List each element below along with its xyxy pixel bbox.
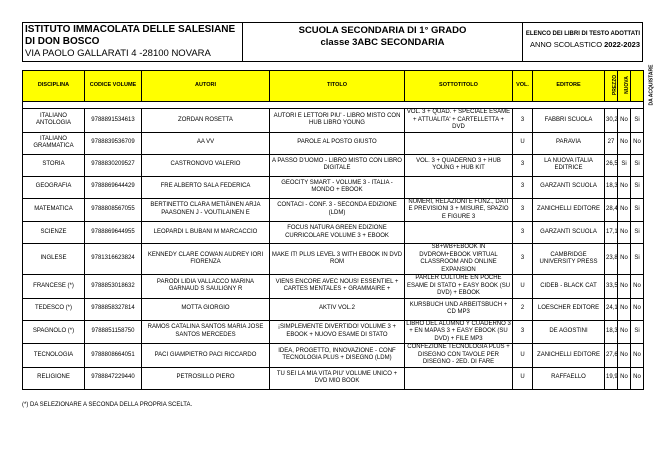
cell-autori: PETROSILLO PIERO <box>142 367 270 389</box>
col-acquistare-label: DA ACQUISTARE <box>648 64 655 106</box>
cell-titolo: TU SEI LA MIA VITA PIU' VOLUME UNICO + DVD MIO BOOK <box>270 367 405 389</box>
table-row <box>23 320 644 344</box>
cell-disciplina: INGLESE <box>23 244 85 275</box>
table-row <box>23 344 644 368</box>
cell-prezzo: 18,3 <box>605 320 618 344</box>
cell-sottotitolo: KURSBUCH UND ARBEITSBUCH + CD MP3 <box>405 298 513 320</box>
table-row <box>23 109 644 133</box>
table-row <box>23 275 644 299</box>
cell-autori: ZORDAN ROSETTA <box>142 109 270 133</box>
cell-titolo: ¡SIMPLEMENTE DIVERTIDO! VOLUME 3 + EBOOK + NUOVO ESAME DI STATO <box>270 320 405 344</box>
cell-sottotitolo: PARLER CULTURE EN POCHE ESAME DI STATO + EASY BOOK (SU DVD) + EBOOK <box>405 275 513 299</box>
cell-titolo: A PASSO D'UOMO - LIBRO MISTO CON LIBRO DIGITALE <box>270 154 405 176</box>
cell-autori: MOTTA GIORGIO <box>142 298 270 320</box>
cell-sottotitolo: NUMERI, RELAZIONI E FUNZ., DATI E PREVISIONI 3 + MISURE, SPAZIO E FIGURE 3 <box>405 198 513 222</box>
cell-disciplina: ITALIANO GRAMMATICA <box>23 132 85 154</box>
cell-acquistare: No <box>631 298 644 320</box>
col-nuova-label: NUOVA <box>623 76 630 95</box>
cell-sottotitolo: VOL. 3 + QUADERNO 3 + HUB YOUNG + HUB KIT <box>405 154 513 176</box>
cell-prezzo: 19,9 <box>605 367 618 389</box>
cell-disciplina: MATEMATICA <box>23 198 85 222</box>
cell-sottotitolo <box>405 222 513 244</box>
cell-editore: GARZANTI SCUOLA <box>533 176 605 198</box>
cell-titolo: AUTORI E LETTORI PIU' - LIBRO MISTO CON HUB LIBRO YOUNG <box>270 109 405 133</box>
cell-nuova: No <box>618 176 631 198</box>
table-row <box>23 298 644 320</box>
cell-acquistare: No <box>631 132 644 154</box>
cell-editore: ZANICHELLI EDITORE <box>533 198 605 222</box>
cell-autori: LEOPARDI L BUBANI M MARCACCIO <box>142 222 270 244</box>
cell-prezzo: 27 <box>605 132 618 154</box>
cell-autori: PARODI LIDIA VALLACCO MARINA GARNAUD S SAULIGNY R <box>142 275 270 299</box>
cell-disciplina: STORIA <box>23 154 85 176</box>
cell-prezzo: 24,1 <box>605 298 618 320</box>
cell-editore: RAFFAELLO <box>533 367 605 389</box>
table-row <box>23 367 644 389</box>
col-sottotitolo: SOTTOTITOLO <box>405 71 513 102</box>
document-header <box>22 22 643 62</box>
school-address: VIA PAOLO GALLARATI 4 -28100 NOVARA <box>25 48 211 59</box>
list-title: ELENCO DEI LIBRI DI TESTO ADOTTATI <box>525 31 640 37</box>
cell-acquistare: No <box>631 367 644 389</box>
cell-acquistare: Si <box>631 154 644 176</box>
cell-acquistare: Si <box>631 222 644 244</box>
cell-editore: LA NUOVA ITALIA EDITRICE <box>533 154 605 176</box>
cell-vol: U <box>513 132 533 154</box>
cell-vol: 3 <box>513 222 533 244</box>
cell-acquistare: Si <box>631 198 644 222</box>
cell-codice: 9781316623824 <box>85 244 142 275</box>
school-year <box>525 39 640 51</box>
cell-disciplina: RELIGIONE <box>23 367 85 389</box>
col-editore: EDITORE <box>533 71 605 102</box>
cell-nuova: No <box>618 132 631 154</box>
cell-sottotitolo: LIBRO DEL ALUMNO Y CUADERNO 3 + EN MAPAS 3 + EASY EBOOK (SU DVD) + FILE MP3 <box>406 320 511 342</box>
cell-sottotitolo: VOL. 3 + QUAD. + SPECIALE ESAME + ATTUALITA' + CARTELLETTA + DVD <box>405 109 513 133</box>
cell-disciplina: SPAGNOLO (*) <box>23 320 85 344</box>
cell-nuova: No <box>618 222 631 244</box>
cell-prezzo: 17,1 <box>605 222 618 244</box>
cell-vol: 3 <box>513 198 533 222</box>
cell-titolo: IDEA, PROGETTO, INNOVAZIONE - CONF TECNOLOGIA PLUS + DISEGNO (LDM) <box>270 344 405 368</box>
cell-sottotitolo <box>405 132 513 154</box>
cell-editore: FABBRI SCUOLA <box>533 109 605 133</box>
cell-autori: CASTRONOVO VALERIO <box>142 154 270 176</box>
cell-vol: 2 <box>513 298 533 320</box>
cell-vol: 3 <box>513 109 533 133</box>
cell-acquistare: Si <box>631 244 644 275</box>
col-prezzo-label: PREZZO <box>612 75 619 96</box>
table-header-row <box>23 71 644 102</box>
cell-autori: BERTINETTO CLARA METIÄINEN ARJA PAASONEN J - VOUTILAINEN E <box>142 198 270 222</box>
cell-disciplina: TEDESCO (*) <box>23 298 85 320</box>
cell-vol: 3 <box>513 320 533 344</box>
cell-nuova: Si <box>618 154 631 176</box>
cell-prezzo: 18,3 <box>605 176 618 198</box>
table-row <box>23 222 644 244</box>
cell-editore: ZANICHELLI EDITORE <box>533 344 605 368</box>
col-vol: VOL. <box>513 71 533 102</box>
cell-acquistare: No <box>631 344 644 368</box>
cell-editore: GARZANTI SCUOLA <box>533 222 605 244</box>
cell-prezzo: 27,6 <box>605 344 618 368</box>
cell-acquistare: No <box>631 275 644 299</box>
col-prezzo <box>605 71 618 102</box>
cell-editore: CAMBRIDGE UNIVERSITY PRESS <box>533 244 605 275</box>
cell-codice: 9788851158750 <box>85 320 142 344</box>
cell-editore: CIDEB - BLACK CAT <box>533 275 605 299</box>
cell-editore: DE AGOSTINI <box>533 320 605 344</box>
col-acquistare <box>631 64 655 106</box>
cell-codice: 9788858327814 <box>85 298 142 320</box>
cell-sottotitolo: SB+WB+EBOOK IN DVDROM+EBOOK VIRTUAL CLASSROOM AND ONLINE EXPANSION <box>405 244 513 275</box>
cell-prezzo: 33,5 <box>605 275 618 299</box>
col-autori: AUTORI <box>142 71 270 102</box>
col-titolo: TITOLO <box>270 71 405 102</box>
school-year-value: 2022-2023 <box>604 40 640 49</box>
cell-autori: PACI GIAMPIETRO PACI RICCARDO <box>142 344 270 368</box>
cell-autori: AA VV <box>142 132 270 154</box>
year-info <box>523 23 642 61</box>
table-row <box>23 244 644 275</box>
cell-vol: 3 <box>513 244 533 275</box>
class-info <box>243 23 523 61</box>
table-row <box>23 154 644 176</box>
books-table <box>22 64 655 390</box>
cell-titolo: AKTIV VOL.2 <box>270 298 405 320</box>
cell-sottotitolo <box>405 367 513 389</box>
col-disciplina: DISCIPLINA <box>23 71 85 102</box>
cell-codice: 9788891534613 <box>85 109 142 133</box>
cell-editore: PARAVIA <box>533 132 605 154</box>
cell-autori: KENNEDY CLARE COWAN AUDREY IORI FIORENZA <box>142 244 270 275</box>
cell-nuova: No <box>618 109 631 133</box>
class-name: classe 3ABC SECONDARIA <box>320 37 445 48</box>
cell-disciplina: GEOGRAFIA <box>23 176 85 198</box>
header-gap <box>23 102 644 109</box>
cell-nuova: No <box>618 367 631 389</box>
footnote: (*) DA SELEZIONARE A SECONDA DELLA PROPRIA SCELTA. <box>22 402 193 408</box>
table-row <box>23 198 644 222</box>
cell-disciplina: ITALIANO ANTOLOGIA <box>23 109 85 133</box>
cell-prezzo: 28,4 <box>605 198 618 222</box>
cell-titolo: MAKE IT! PLUS LEVEL 3 WITH EBOOK IN DVD ROM <box>270 244 405 275</box>
cell-disciplina: TECNOLOGIA <box>23 344 85 368</box>
school-info <box>23 23 243 61</box>
cell-codice: 9788853018632 <box>85 275 142 299</box>
cell-nuova: No <box>618 298 631 320</box>
cell-codice: 9788869644429 <box>85 176 142 198</box>
cell-sottotitolo <box>405 176 513 198</box>
cell-vol: U <box>513 367 533 389</box>
cell-codice: 9788847229440 <box>85 367 142 389</box>
cell-vol: 3 <box>513 154 533 176</box>
cell-vol: 3 <box>513 176 533 198</box>
cell-prezzo: 23,8 <box>605 244 618 275</box>
cell-prezzo: 26,5 <box>605 154 618 176</box>
cell-codice: 9788808664051 <box>85 344 142 368</box>
school-grade: SCUOLA SECONDARIA DI 1° GRADO <box>298 25 467 36</box>
cell-disciplina: SCIENZE <box>23 222 85 244</box>
table-row <box>23 176 644 198</box>
cell-titolo: GEOCITY SMART - VOLUME 3 - ITALIA - MONDO + EBOOK <box>270 176 405 198</box>
cell-nuova: No <box>618 344 631 368</box>
cell-vol: U <box>513 344 533 368</box>
cell-codice: 9788839536709 <box>85 132 142 154</box>
cell-disciplina: FRANCESE (*) <box>23 275 85 299</box>
school-name-line2: DI DON BOSCO <box>25 36 100 47</box>
cell-prezzo: 30,2 <box>605 109 618 133</box>
cell-codice: 9788869644955 <box>85 222 142 244</box>
cell-editore: LOESCHER EDITORE <box>533 298 605 320</box>
cell-titolo: PAROLE AL POSTO GIUSTO <box>270 132 405 154</box>
school-name-line1: ISTITUTO IMMACOLATA DELLE SALESIANE <box>25 24 236 35</box>
cell-vol: U <box>513 275 533 299</box>
cell-codice: 9788808567055 <box>85 198 142 222</box>
cell-acquistare: Si <box>631 176 644 198</box>
school-year-label: ANNO SCOLASTICO <box>529 40 605 49</box>
cell-sottotitolo: CONFEZIONE TECNOLOGIA PLUS + DISEGNO CON TAVOLE PER DISEGNO - 2ED. DI FARE <box>405 344 513 368</box>
cell-autori: FRE ALBERTO SALA FEDERICA <box>142 176 270 198</box>
cell-nuova: No <box>618 320 631 344</box>
col-codice: CODICE VOLUME <box>85 71 142 102</box>
cell-titolo: VIENS ENCORE AVEC NOUS! ESSENTIEL + CARTES MENTALES + GRAMMAIRE + <box>270 275 405 299</box>
table-row <box>23 132 644 154</box>
cell-autori: RAMOS CATALINA SANTOS MARIA JOSE SANTOS MERCEDES <box>142 320 270 344</box>
cell-titolo: FOCUS NATURA GREEN EDIZIONE CURRICOLARE VOLUME 3 + EBOOK <box>270 222 405 244</box>
cell-codice: 9788830209527 <box>85 154 142 176</box>
cell-nuova: No <box>618 244 631 275</box>
cell-acquistare: Si <box>631 320 644 344</box>
cell-nuova: No <box>618 198 631 222</box>
header-gap-row <box>23 102 644 109</box>
col-nuova <box>618 71 631 102</box>
cell-nuova: No <box>618 275 631 299</box>
cell-acquistare: Si <box>631 109 644 133</box>
cell-titolo: CONTACI - CONF. 3 - SECONDA EDIZIONE (LDM) <box>270 198 405 222</box>
